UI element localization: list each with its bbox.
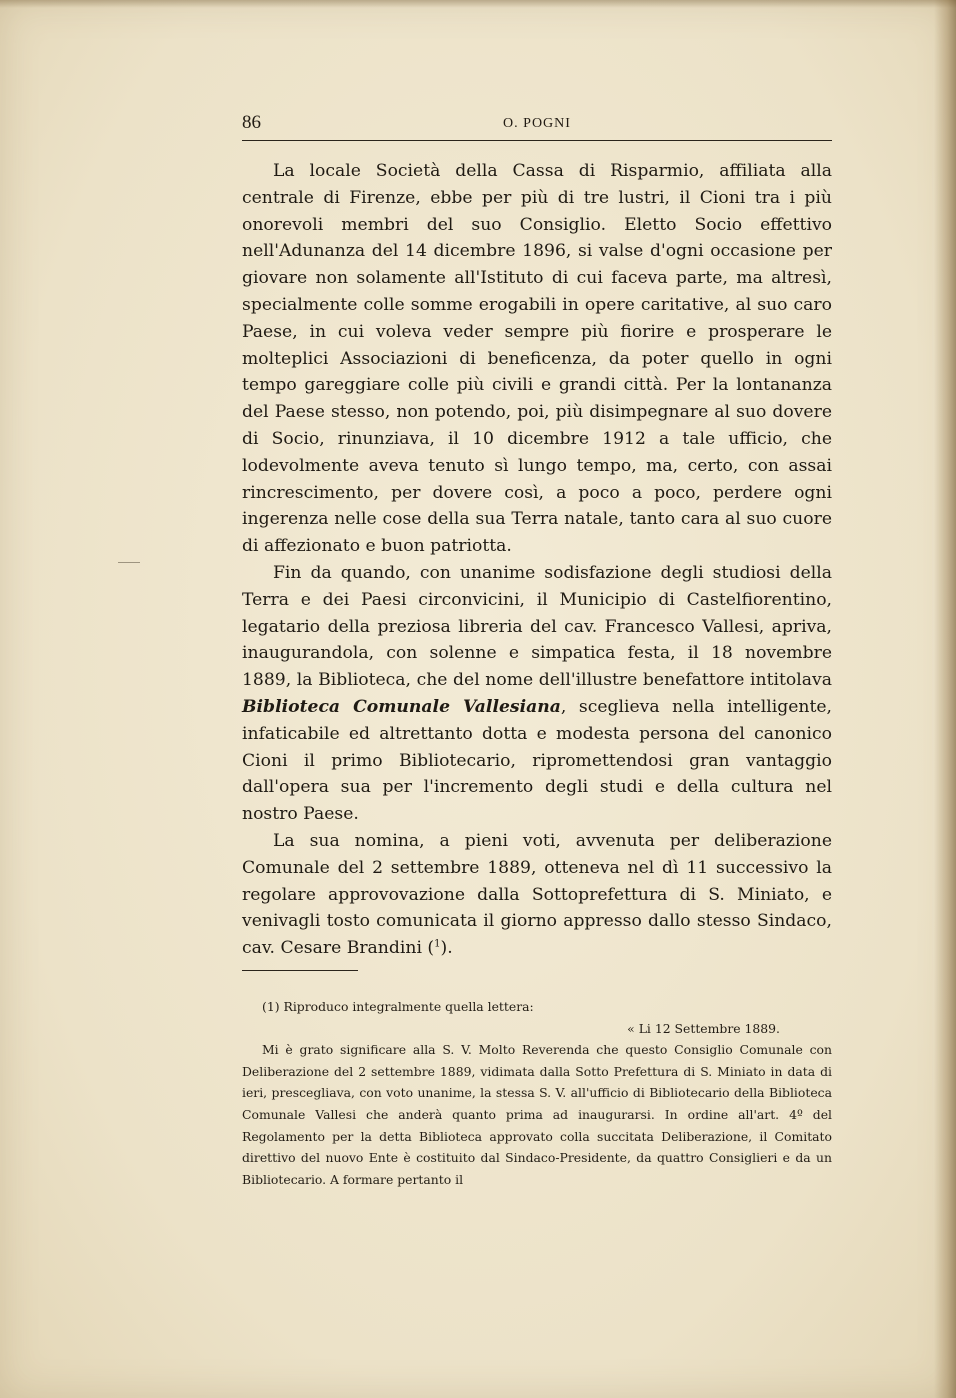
page-header <box>242 112 832 141</box>
paragraph-2-before: Fin da quando, con unanime sodisfazione degli studiosi della Terra e dei Paesi circonvicini, il Municipio di Castelfiorentino, legatario della preziosa libreria del cav. Francesco Vallesi, apriva, inaugurandola, con solenne e simpatica festa, il 18 novembre 1889, la Biblioteca, che del nome dell'illustre benefattore intitolava <box>242 562 832 691</box>
page-top-edge <box>0 0 956 8</box>
margin-mark <box>118 562 140 563</box>
paragraph-2-after: , sceglieva nella intelligente, infaticabile ed altrettanto dotta e modesta persona del canonico Cioni il primo Bibliotecario, ripromettendosi gran vantaggio dall'opera sua per l'incremento degli studi e della cultura nel nostro Paese. <box>242 696 833 825</box>
paragraph-2 <box>242 560 832 828</box>
page-number: 86 <box>242 112 261 133</box>
paragraph-3 <box>242 828 832 962</box>
main-text <box>242 158 832 962</box>
paragraph-1: La locale Società della Cassa di Risparmio, affiliata alla centrale di Firenze, ebbe per più di tre lustri, il Cioni tra i più onorevoli membri del suo Consiglio. Eletto Socio effettivo nell'Adunanza del 14 dicembre 1896, si valse d'ogni occasione per giovare non solamente all'Istituto di cui faceva parte, ma altresì, specialmente colle somme erogabili in opere caritative, al suo caro Paese, in cui voleva veder sempre più fiorire e prosperare le molteplici Associazioni di beneficenza, da poter quello in ogni tempo gareggiare colle più civili e grandi città. Per la lontananza del Paese stesso, non potendo, poi, più disimpegnare al suo dovere di Socio, rinunziava, il 10 dicembre 1912 a tale ufficio, che lodevolmente aveva tenuto sì lungo tempo, ma, certo, con assai rincrescimento, per dovere così, a poco a poco, perdere ogni ingerenza nelle cose della sua Terra natale, tanto cara al suo cuore di affezionato e buon patriotta. <box>242 161 832 557</box>
footnote-letter-date: « Li 12 Settembre 1889. <box>627 1020 780 1036</box>
footnote-reference[interactable]: 1 <box>434 938 441 950</box>
library-name-italic: Biblioteca Comunale Vallesiana <box>242 696 561 717</box>
paragraph-3-closing: ). <box>440 938 453 959</box>
footnote-letter-body: Mi è grato significare alla S. V. Molto Reverenda che questo Consiglio Comunale con Deliberazione del 2 settembre 1889, vidimata dalla Sotto Prefettura di S. Miniato in data di ieri, prescegliava, con voto unanime, la stessa S. V. all'ufficio di Bibliotecario della Biblioteca Comunale Vallesi che anderà quanto prima ad inaugurarsi. In ordine all'art. 4º del Regolamento per la detta Biblioteca approvato colla succitata Deliberazione, il Comitato direttivo del nuovo Ente è costituito dal Sindaco-Presidente, da quattro Consiglieri e da un Bibliotecario. A formare pertanto il <box>242 1042 832 1187</box>
footnote-intro: (1) Riproduco integralmente quella lettera: <box>262 999 534 1014</box>
footnote <box>242 996 832 1190</box>
footnote-separator <box>242 970 358 971</box>
paragraph-3-text: La sua nomina, a pieni voti, avvenuta per deliberazione Comunale del 2 settembre 1889, otteneva nel dì 11 successivo la regolare approvovazione dalla Sottoprefettura di S. Miniato, e venivagli tosto comunicata il giorno appresso dallo stesso Sindaco, cav. Cesare Brandini ( <box>242 830 832 959</box>
page-binding-edge <box>934 0 956 1398</box>
running-head: O. POGNI <box>503 116 571 131</box>
